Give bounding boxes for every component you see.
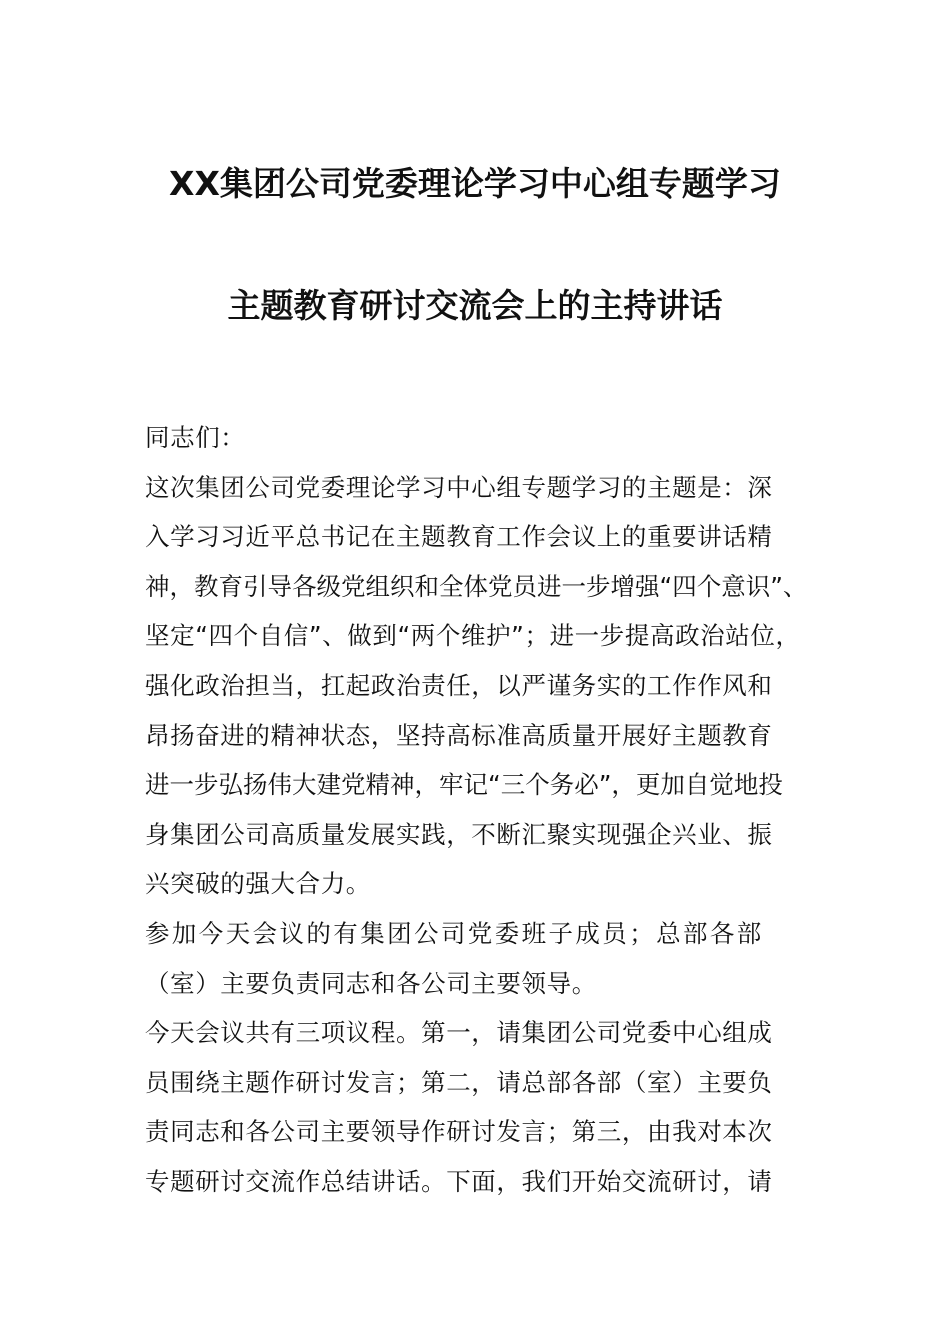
body-line: 坚定“四个自信”、做到“两个维护”；进一步提高政治站位， — [145, 621, 801, 651]
document-title-line-1: XX集团公司党委理论学习中心组专题学习 — [169, 164, 781, 203]
body-line: 责同志和各公司主要领导作研讨发言；第三，由我对本次 — [145, 1117, 773, 1147]
body-line: 专题研讨交流作总结讲话。下面，我们开始交流研讨，请 — [145, 1166, 773, 1196]
document-body — [145, 413, 835, 1207]
body-line: 身集团公司高质量发展实践，不断汇聚实现强企兴业、振 — [145, 819, 773, 849]
body-line: （室）主要负责同志和各公司主要领导。 — [145, 968, 597, 998]
body-line: 神，教育引导各级党组织和全体党员进一步增强“四个意识”、 — [145, 571, 808, 601]
body-line: 兴突破的强大合力。 — [145, 869, 371, 899]
body-line: 今天会议共有三项议程。第一，请集团公司党委中心组成 — [145, 1018, 773, 1048]
body-line: 这次集团公司党委理论学习中心组专题学习的主题是：深 — [145, 472, 773, 502]
body-line: 昂扬奋进的精神状态，坚持高标准高质量开展好主题教育 — [145, 720, 773, 750]
document-title-line-2: 主题教育研讨交流会上的主持讲话 — [227, 286, 723, 325]
body-line: 强化政治担当，扛起政治责任，以严谨务实的工作作风和 — [145, 670, 773, 700]
body-line: 员围绕主题作研讨发言；第二，请总部各部（室）主要负 — [145, 1067, 773, 1097]
body-line: 参加今天会议的有集团公司党委班子成员；总部各部 — [145, 918, 764, 948]
greeting: 同志们： — [145, 423, 246, 452]
body-line: 入学习习近平总书记在主题教育工作会议上的重要讲话精 — [145, 522, 773, 552]
body-line: 进一步弘扬伟大建党精神，牢记“三个务必”，更加自觉地投 — [145, 770, 783, 800]
